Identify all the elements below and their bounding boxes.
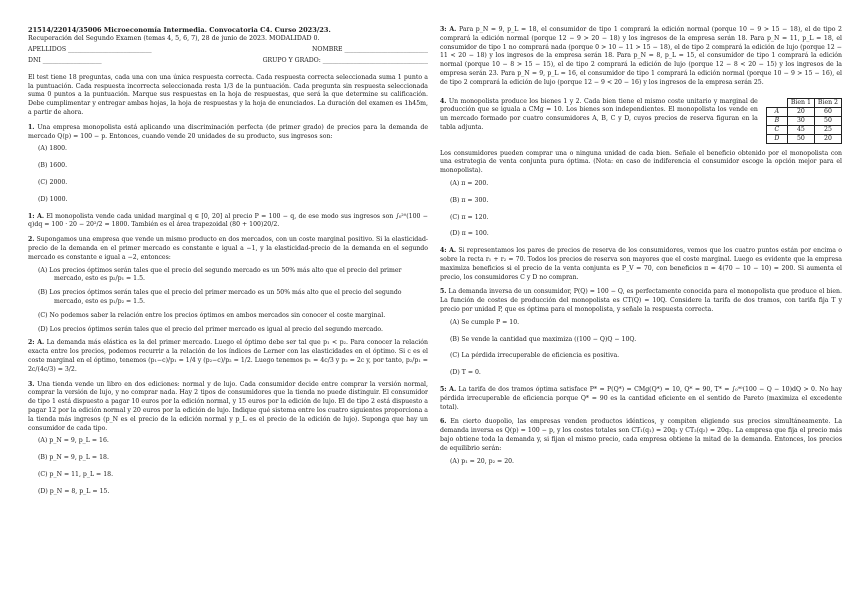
- nombre-field[interactable]: NOMBRE ___________________________: [311, 46, 428, 54]
- option-c[interactable]: (C) 2000.: [38, 179, 68, 187]
- question-4-options: [440, 180, 842, 239]
- option-b[interactable]: (B) π = 300.: [450, 196, 489, 204]
- right-column: [440, 26, 842, 474]
- answer-5: 5: A. La tarifa de dos tramos óptima satisface P* = P(Q*) = CMg(Q*) = 10, Q* = 90, T* = ∫₀⁹⁰(100 − Q − 10)dQ > 0. No hay pérdida irrecuperable de eficiencia porque Q* = 90 es la cantidad eficiente en el sentido de Pareto (maximiza el excedente total).: [440, 385, 842, 411]
- table-header: Bien 2: [814, 98, 841, 107]
- option-a[interactable]: (A) π = 200.: [450, 179, 489, 187]
- table-cell: 50: [814, 116, 841, 125]
- option-b[interactable]: (B) 1600.: [38, 162, 68, 170]
- answer-2: 2: A. La demanda más elástica es la del primer mercado. Luego el óptimo debe ser tal que p₁ < p₂. Para conocer la relación exacta entre los precios, podemos recurrir a la relación de los índices de Lerner con las elasticidades en el óptimo. Si c es el coste marginal en el óptimo, tenemos (p₁−c)/p₁ = 1/4 y (p₂−c)/p₂ = 1/2. Luego tenemos p₁ = 4c/3 y p₂ = 2c y, por tanto, p₂/p₁ = 2c/(4c/3) = 3/2.: [28, 339, 428, 373]
- table-cell: 20: [787, 107, 814, 116]
- grupo-field[interactable]: GRUPO Y GRADO: __________________________________: [262, 57, 428, 65]
- exam-title: 21514/22014/35006 Microeconomía Intermedia. Convocatoria C4. Curso 2023/23.: [28, 26, 331, 34]
- dni-field[interactable]: DNI ___________________: [28, 57, 102, 65]
- row-label: B: [766, 116, 787, 125]
- question-3-options: [28, 437, 428, 496]
- option-d[interactable]: (D) 1000.: [38, 195, 68, 203]
- table-header-row: [766, 98, 841, 107]
- option-d[interactable]: (D) π = 100.: [450, 230, 489, 238]
- name-row: [28, 46, 428, 55]
- instructions: El test tiene 18 preguntas, cada una con una única respuesta correcta. Cada respuesta correcta seleccionada suma 1 punto a la puntuación. Cada respuesta incorrecta seleccionada resta 1/3 de la puntuación. Cada pregunta sin respuesta seleccionada suma 0 puntos a la puntuación. Marque sus respuestas en la hoja de respuestas, que será la que determine su calificación. Debe cumplimentar y entregar ambas hojas, la hoja de respuestas y la hoja de enunciados. La duración del examen es 1h45m, a partir de ahora.: [28, 73, 428, 117]
- option-d[interactable]: (D) T = 0.: [450, 369, 481, 377]
- left-column: [28, 26, 428, 505]
- question-2-options: [28, 267, 428, 335]
- question-6: 6. En cierto duopolio, las empresas venden productos idénticos, y compiten eligiendo sus precios simultáneamente. La demanda inversa es Q(p) = 100 − p, y los costes totales son CT₁(q₁) = 20q₁ y CT₂(q₂) = 20q₂. La empresa que fija el precio más bajo obtiene toda la demanda y, si fijan el mismo precio, cada empresa obtiene la mitad de la demanda. Entonces, los precios de equilibrio serán:: [440, 418, 843, 452]
- table-row: [766, 107, 841, 116]
- question-4: 4. Un monopolista produce los bienes 1 y 2. Cada bien tiene el mismo coste unitario y marginal de producción que se iguala a CMg = 10. Los bienes son independientes. El monopolista los vende en un mercado formado por cuatro consumidores A, B, C y D, cuyos precios de reserva figuran en la tabla adjunta.: [440, 97, 758, 131]
- answer-3: 3: A. Para p_N = 9, p_L = 18, el consumidor de tipo 1 comprará la edición normal (porque 10 − 9 > 15 − 18), el de tipo 2 comprará la edición normal (porque 12 − 9 > 20 − 18) y los ingresos de la empresa serán 18. Para p_N = 11, p_L = 18, el consumidor de tipo 1 no comprará nada (porque 0 > 10 − 11 > 15 − 18), el de tipo 2 comprará la edición de lujo (porque 12 − 11 < 20 − 18) y los ingresos de la empresa serán 18. Para p_N = 8, p_L = 15, el consumidor de tipo 1 comprará la edición normal (porque 10 − 8 > 15 − 15), el de tipo 2 comprará la edición de lujo (porque 12 − 8 < 20 − 15) y los ingresos de la empresa serán 23. Para p_N = 9, p_L = 16, el consumidor de tipo 1 comprará la edición normal (porque 10 − 9 > 15 − 16), el de tipo 2 comprará la edición de lujo (porque 12 − 9 < 20 − 16) y los ingresos de la empresa serán 25.: [440, 26, 842, 86]
- option-a[interactable]: (A) p_N = 9, p_L = 16.: [38, 437, 109, 445]
- question-1: 1. Una empresa monopolista está aplicando una discriminación perfecta (de primer grado) de precios para la demanda de mercado Q(p) = 100 − p. Entonces, cuando vende 20 unidades de su producto, sus ingresos son:: [28, 123, 428, 140]
- apellidos-field[interactable]: APELLIDOS ___________________________: [28, 46, 152, 54]
- table-cell: 25: [814, 125, 841, 134]
- question-4-block: [440, 98, 842, 144]
- question-3: 3. Una tienda vende un libro en dos ediciones: normal y de lujo. Cada consumidor decide entre comprar la versión normal, comprar la versión de lujo, y no comprar nada. Hay 2 tipos de consumidores que la tienda no puede distinguir. El consumidor de tipo 1 está dispuesto a pagar 10 euros por la edición normal, y 15 euros por la edición de lujo. El de tipo 2 está dispuesto a pagar 12 por la edición normal y 20 euros por la edición de lujo. Indique qué sistema entre los cuatro siguientes proporciona a la tienda más ingresos (p_N es el precio de la edición normal y p_L es el precio de la edición de lujo). Suponga que hay un consumidor de cada tipo.: [28, 380, 428, 432]
- exam-subtitle: Recuperación del Segundo Examen (temas 4, 5, 6, 7), 28 de junio de 2023. MODALIDAD 0.: [28, 35, 320, 43]
- option-b[interactable]: (B) Se vende la cantidad que maximiza ((100 − Q)Q − 10Q.: [450, 335, 637, 343]
- option-a[interactable]: (A) p₁ = 20, p₂ = 20.: [450, 457, 515, 465]
- answer-1: 1: A. El monopolista vende cada unidad marginal q ∈ [0, 20] al precio P = 100 − q, de ese modo sus ingresos son ∫₀²⁰(100 − q)dq = 100 · 20 − 20²/2 = 1800. También es el área trapezoidal (80 + 100)20/2.: [28, 212, 428, 229]
- table-cell: 50: [787, 134, 814, 143]
- question-6-options: [440, 458, 842, 467]
- row-label: D: [766, 134, 787, 143]
- row-label: A: [766, 107, 787, 116]
- option-c[interactable]: (C) π = 120.: [450, 213, 489, 221]
- table-row: [766, 125, 841, 134]
- reservation-price-table: [766, 98, 842, 144]
- option-a[interactable]: (A) Se cumple P = 10.: [450, 318, 520, 326]
- question-5-options: [440, 319, 842, 378]
- id-row: [28, 57, 428, 66]
- option-a[interactable]: (A) Los precios óptimos serán tales que el precio del segundo mercado es un 50% más alto que el precio del primer mercado, esto es p₂/p₁ = 1.5.: [38, 266, 402, 283]
- table-cell: 30: [787, 116, 814, 125]
- row-label: C: [766, 125, 787, 134]
- option-b[interactable]: (B) Los precios óptimos serán tales que el precio del primer mercado es un 50% más alto que el precio del segundo mercado, esto es p₁/p₂ = 1.5.: [38, 289, 402, 306]
- table-cell: 60: [814, 107, 841, 116]
- table-header: Bien 1: [787, 98, 814, 107]
- option-c[interactable]: (C) p_N = 11, p_L = 18.: [38, 470, 114, 478]
- option-b[interactable]: (B) p_N = 9, p_L = 18.: [38, 454, 109, 462]
- question-2: 2. Supongamos una empresa que vende un mismo producto en dos mercados, con un coste marginal positivo. Si la elasticidad-precio de la demanda en el primer mercado es constante e igual a −1, y la elasticidad-precio de la demanda en el segundo mercado es constante e igual a −2, entonces:: [28, 236, 428, 261]
- option-d[interactable]: (D) p_N = 8, p_L = 15.: [38, 487, 110, 495]
- option-c[interactable]: (C) No podemos saber la relación entre los precios óptimos en ambos mercados sin conocer el coste marginal.: [38, 311, 386, 319]
- option-d[interactable]: (D) Los precios óptimos serán tales que el precio del primer mercado es igual al precio del segundo mercado.: [38, 325, 383, 333]
- table-row: [766, 116, 841, 125]
- question-1-options: [28, 145, 428, 204]
- option-a[interactable]: (A) 1800.: [38, 145, 67, 153]
- question-4-continued: Los consumidores pueden comprar una o ninguna unidad de cada bien. Señale el beneficio obtenido por el monopolista con una estrategia de venta conjunta pura óptima. (Nota: en caso de indiferencia el consumidor escoge la opción mejor para el monopolista).: [440, 149, 842, 175]
- answer-4: 4: A. Si representamos los pares de precios de reserva de los consumidores, vemos que los cuatro puntos están por encima o sobre la recta r₁ + r₂ = 70. Todos los precios de reserva son mayores que el coste marginal. Luego es evidente que la empresa maximiza beneficios si el precio de la venta conjunta es P_V = 70, con beneficios π = 4(70 − 10 − 10) = 200. Si aumenta el precio, los consumidores C y D no compran.: [440, 247, 842, 281]
- table-cell: 45: [787, 125, 814, 134]
- table-cell: 20: [814, 134, 841, 143]
- table-row: [766, 134, 841, 143]
- option-c[interactable]: (C) La pérdida irrecuperable de eficiencia es positiva.: [450, 352, 620, 360]
- question-5: 5. La demanda inversa de un consumidor, P(Q) = 100 − Q, es perfectamente conocida para el monopolista que produce el bien. La función de costes de producción del monopolista es CT(Q) = 10Q. Considere la tarifa de dos tramos, con tarifa fija T y precio por unidad P, que es óptima para el monopolista, y señale la respuesta correcta.: [440, 288, 842, 313]
